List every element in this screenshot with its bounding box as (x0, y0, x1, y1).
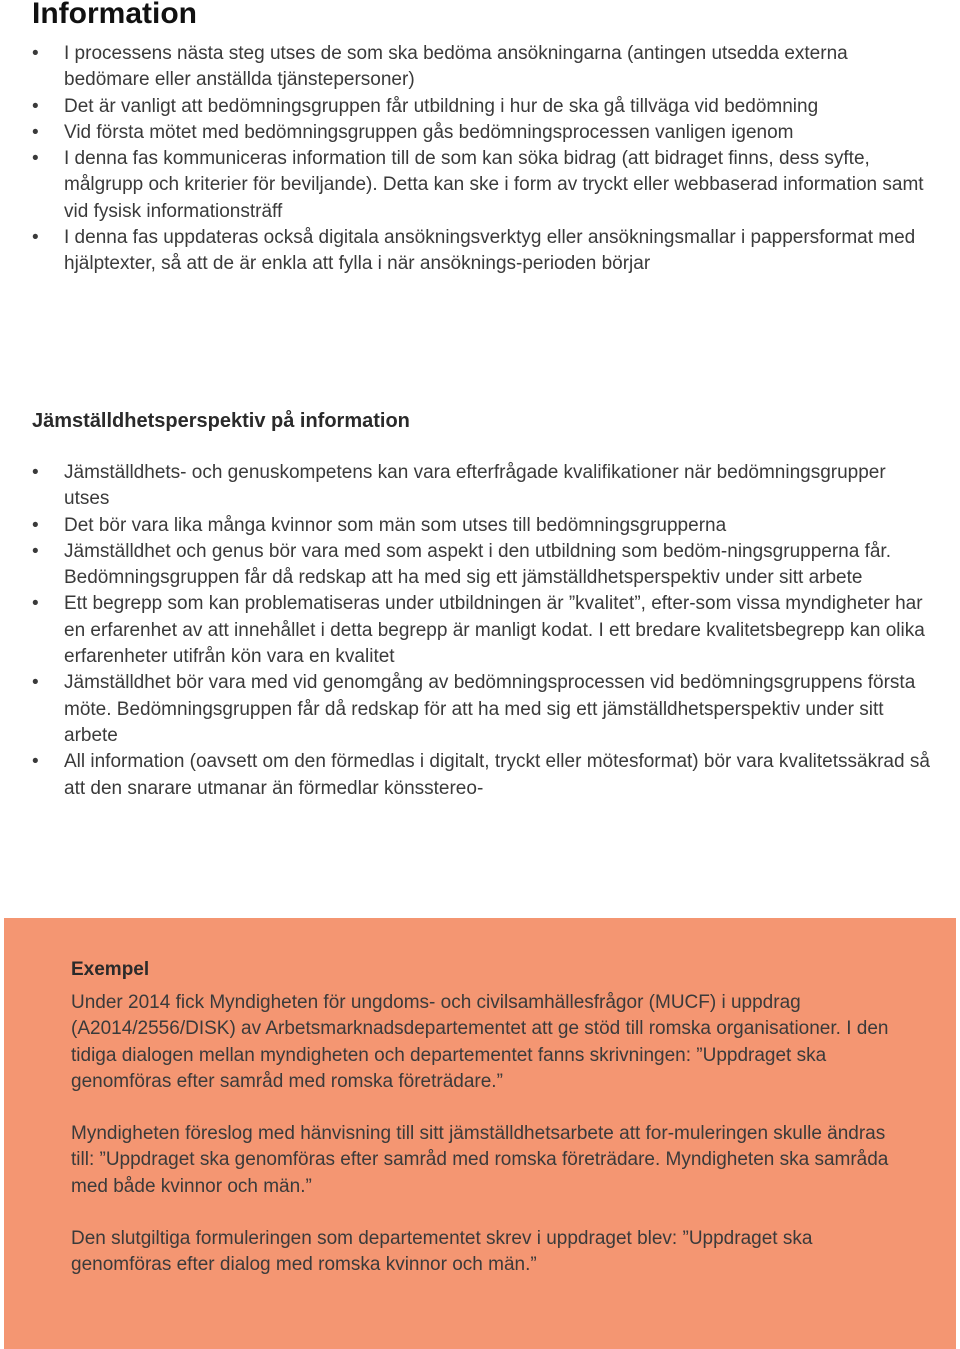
gender-perspective-bullet-list (32, 460, 932, 802)
list-item-text: Det är vanligt att bedömningsgruppen får utbildning i hur de ska gå tillväga vid bedömning (64, 95, 819, 117)
bullet-icon: • (32, 227, 39, 249)
example-paragraph: Den slutgiltiga formuleringen som departementet skrev i uppdraget blev: ”Uppdraget ska genomföras efter dialog med romska kvinnor och män.” (71, 1228, 813, 1276)
list-item-text: Det bör vara lika många kvinnor som män som utses till bedömningsgrupperna (64, 514, 727, 536)
bullet-icon: • (32, 95, 39, 117)
example-heading: Exempel (71, 959, 150, 980)
list-item (32, 539, 932, 592)
list-item (32, 120, 932, 146)
list-item-text: Jämställdhets- och genuskompetens kan vara efterfrågade kvalifikationer när bedömningsgrupper utses (64, 462, 886, 510)
list-item-text: All information (oavsett om den förmedlas i digitalt, tryckt eller mötesformat) bör vara kvalitetssäkrad så att den snarare utmanar än förmedlar könsstereo- (64, 751, 930, 799)
example-content (71, 956, 901, 1305)
list-item-text: Jämställdhet bör vara med vid genomgång av bedömningsprocessen vid bedömningsgruppens första möte. Bedömningsgruppen får då redskap för att ha med sig ett jämställdhetsperspektiv under sitt arbete (64, 672, 916, 746)
list-item (32, 41, 932, 94)
list-item-text: I processens nästa steg utses de som ska bedöma ansökningarna (antingen utsedda externa bedömare eller anställda tjänstepersoner) (64, 43, 848, 91)
example-box (4, 918, 956, 1349)
example-paragraph: Under 2014 fick Myndigheten för ungdoms- och civilsamhällesfrågor (MUCF) i uppdrag (A2014/2556/DISK) av Arbetsmarknadsdepartementet att ge stöd till romska organisationer. I den tidiga dialogen mellan myndigheten och departementet fanns skrivningen: ”Uppdraget ska genomföras efter samråd med romska företrädare.” (71, 992, 889, 1092)
list-item-text: I denna fas uppdateras också digitala ansökningsverktyg eller ansökningsmallar i pappersformat med hjälptexter, så att de är enkla att fylla i när ansöknings-perioden börjar (64, 227, 916, 275)
bullet-icon: • (32, 514, 39, 536)
bullet-icon: • (32, 121, 39, 143)
list-item-text: I denna fas kommuniceras information till de som kan söka bidrag (att bidraget finns, dess syfte, målgrupp och kriterier för beviljande). Detta kan ske i form av tryckt eller webbaserad information samt vid fysisk informationsträff (64, 148, 924, 222)
list-item (32, 460, 932, 513)
page-title: Information (32, 0, 197, 30)
list-item (32, 225, 932, 278)
bullet-icon: • (32, 672, 39, 694)
example-paragraph: Myndigheten föreslog med hänvisning till sitt jämställdhetsarbete att for-muleringen skulle ändras till: ”Uppdraget ska genomföras efter samråd med romska företrädare. Myndigheten ska samråda med både kvinnor och män.” (71, 1123, 889, 1197)
bullet-icon: • (32, 148, 39, 170)
list-item-text: Vid första mötet med bedömningsgruppen gås bedömningsprocessen vanligen igenom (64, 121, 794, 143)
bullet-icon: • (32, 462, 39, 483)
list-item (32, 94, 932, 120)
bullet-icon: • (32, 593, 39, 615)
list-item-text: Ett begrepp som kan problematiseras under utbildningen är ”kvalitet”, efter-som vissa myndigheter har en erfarenhet av att innehållet i detta begrepp är manligt kodat. I ett bredare kvalitetsbegrepp kan olika erfarenheter utifrån kön vara en kvalitet (64, 593, 925, 668)
list-item-text: Jämställdhet och genus bör vara med som aspekt i den utbildning som bedöm-ningsgrupperna får. Bedömningsgruppen får då redskap att ha med sig ett jämställdhetsperspektiv under sitt arbete (64, 540, 891, 589)
list-item (32, 749, 932, 802)
bullet-icon: • (32, 43, 39, 64)
list-item (32, 670, 932, 749)
list-item (32, 513, 932, 539)
bullet-icon: • (32, 751, 39, 773)
section-heading: Jämställdhetsperspektiv på information (32, 410, 410, 432)
list-item (32, 146, 932, 225)
bullet-icon: • (32, 540, 39, 562)
information-bullet-list (32, 41, 932, 278)
list-item (32, 591, 932, 670)
